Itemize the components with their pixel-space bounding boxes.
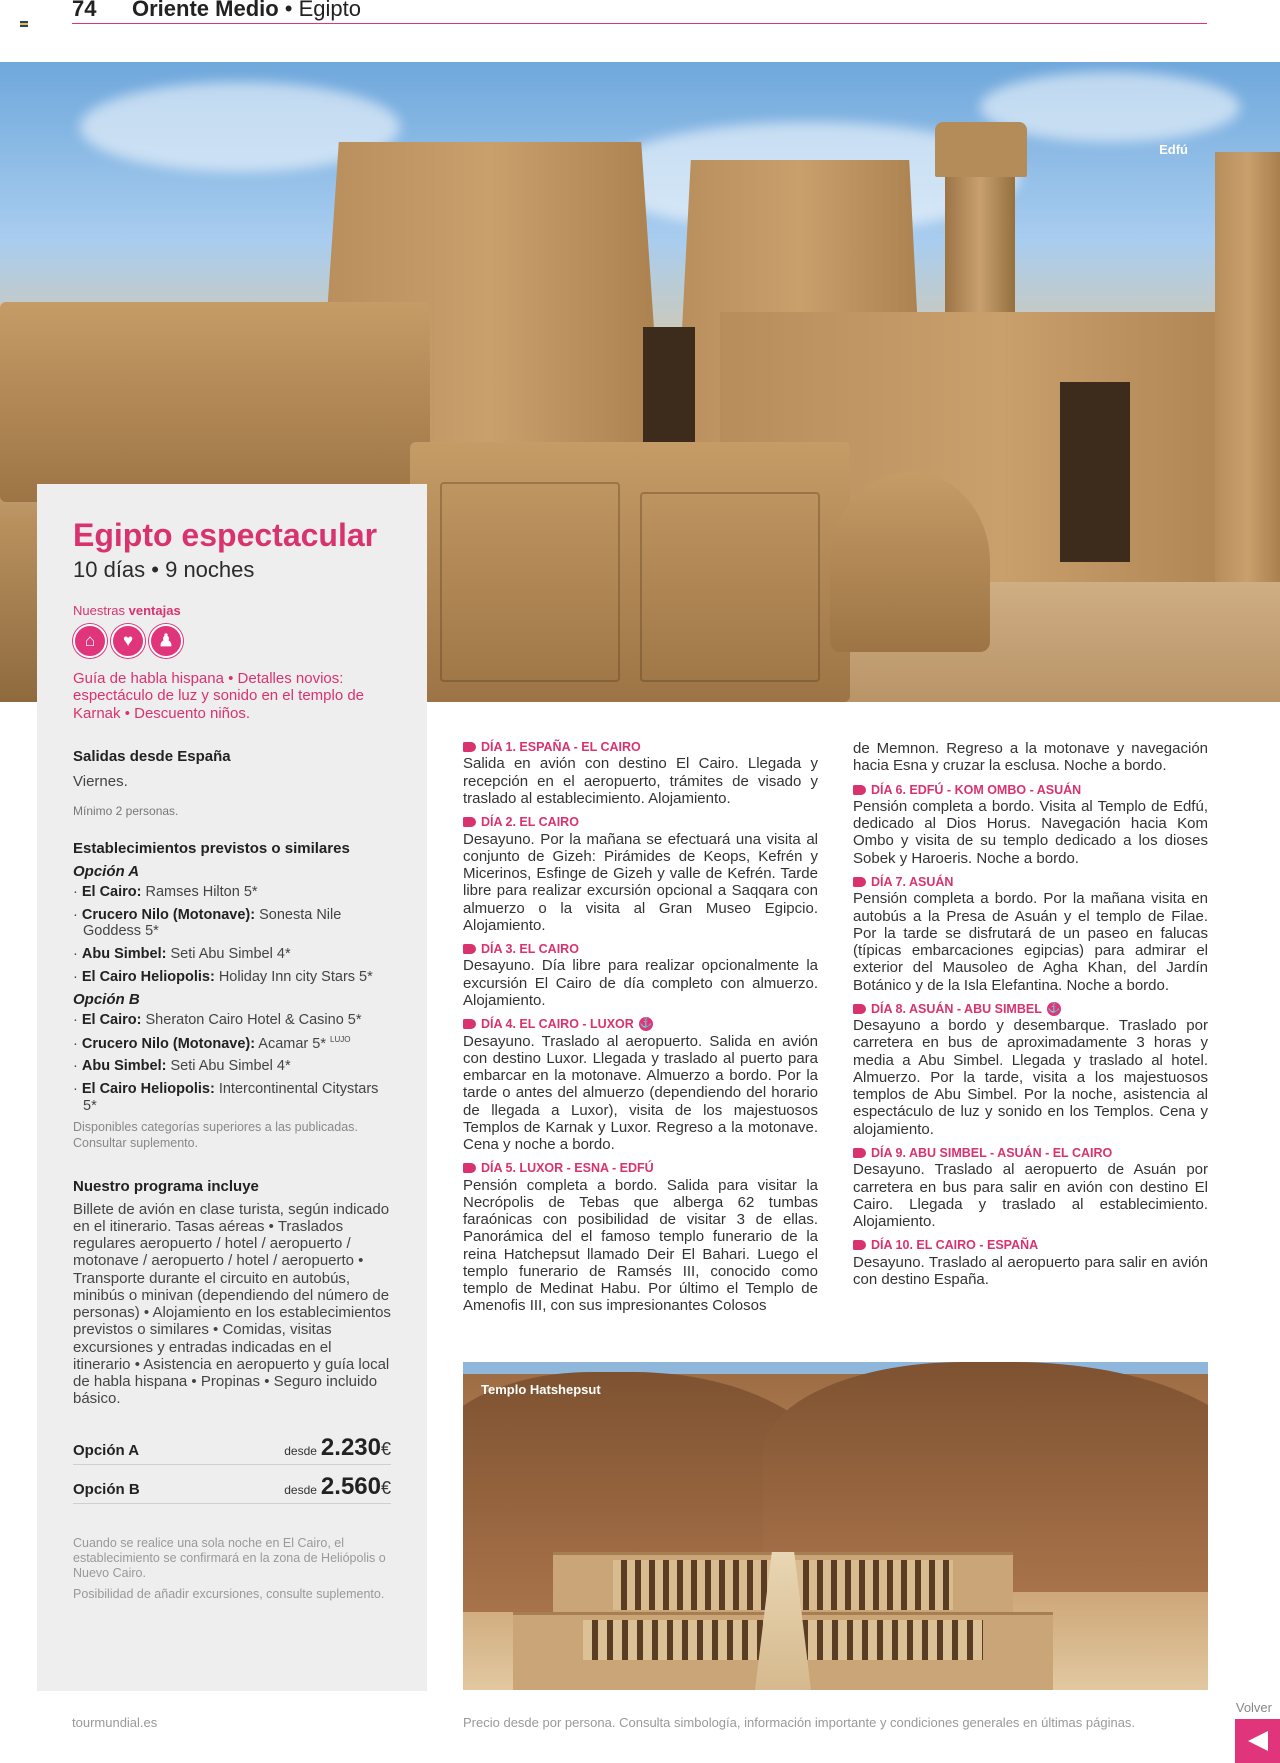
itinerary-day	[853, 1146, 1208, 1230]
itinerary-day	[463, 1017, 818, 1153]
section-title	[132, 0, 361, 22]
departures-heading: Salidas desde España	[73, 747, 231, 765]
day-title: DÍA 8. ASUÁN - ABU SIMBEL	[871, 1001, 1042, 1016]
day-text: Pensión completa a bordo. Visita al Templo de Edfú, dedicado al Dios Horus. Navegación hacia Kom Ombo y visita de su templo dedicado a los dioses Sobek y Haroeris. Noche a bordo.	[853, 797, 1208, 867]
luxury-badge: LUJO	[330, 1034, 351, 1044]
price-row-option-a	[73, 1434, 391, 1465]
day-title: DÍA 10. EL CAIRO - ESPAÑA	[871, 1238, 1039, 1253]
day-marker-icon	[853, 1148, 866, 1158]
day-marker-icon	[463, 1163, 476, 1173]
advantage-icons	[73, 624, 391, 658]
option-b-label: Opción B	[73, 991, 140, 1009]
trip-title: Egipto espectacular	[73, 517, 378, 553]
minimum-people: Mínimo 2 personas.	[73, 803, 179, 818]
day-text: Salida en avión con destino El Cairo. Llegada y recepción en el aeropuerto, trámites de visado y traslado al establecimiento. Alojamiento.	[463, 755, 818, 807]
list-item: · El Cairo Heliopolis: Holiday Inn city Stars 5*	[73, 968, 373, 985]
day-marker-icon	[463, 817, 476, 827]
option-a-label: Opción A	[73, 862, 140, 880]
includes-text: Billete de avión en clase turista, según indicado en el itinerario. Tasas aéreas • Traslados regulares aeropuerto / hotel / aeropuerto / motonave / aeropuerto / hotel / aeropuerto • Transporte durante el circuito en autobús, minibús o minivan (dependiendo del número de personas) • Alojamiento en los establecimientos previstos o similares • Comidas, visitas excursiones y entradas indicadas en el itinerario • Asistencia en aeropuerto y guía local de habla hispana • Propinas • Seguro incluido básico.	[73, 1200, 391, 1408]
advantages-prefix: Nuestras	[73, 603, 129, 619]
day-title: DÍA 4. EL CAIRO - LUXOR	[481, 1017, 634, 1032]
itinerary-day	[463, 740, 818, 807]
price-row-option-b	[73, 1473, 391, 1504]
hotel-icon: ⌂	[73, 624, 107, 658]
day-text: Desayuno. Traslado al aeropuerto. Salida en avión con destino Luxor. Llegada y traslado al puerto para embarcar en la motonave. Almuerzo a bordo. Por la tarde o antes del almuerzo (dependiendo del horario de llegada a Luxor), visita de los majestuosos Templos de Karnak y Luxor. Regreso a la motonave. Cena y noche a bordo.	[463, 1032, 818, 1153]
day-title: DÍA 6. EDFÚ - KOM OMBO - ASUÁN	[871, 782, 1082, 797]
day-marker-icon	[463, 742, 476, 752]
footnote-cairo: Cuando se realice una sola noche en El Cairo, el establecimiento se confirmará en la zona de Heliópolis o Nuevo Cairo.	[73, 1535, 386, 1580]
flag-icon	[20, 21, 28, 27]
list-item: · El Cairo: Sheraton Cairo Hotel & Casino 5*	[73, 1012, 362, 1029]
price-label: Opción B	[73, 1480, 140, 1498]
page-number: 74	[72, 0, 97, 21]
itinerary-day	[463, 942, 818, 1009]
cruise-anchor-icon: ⚓	[1047, 1002, 1061, 1014]
day-title: DÍA 1. ESPAÑA - EL CAIRO	[481, 740, 641, 754]
day-title: DÍA 7. ASUÁN	[871, 874, 954, 889]
day-marker-icon	[853, 1240, 866, 1250]
itinerary-column-2	[853, 740, 1208, 1296]
day-title: DÍA 5. LUXOR - ESNA - EDFÚ	[481, 1161, 654, 1176]
day-marker-icon	[853, 785, 866, 795]
day-marker-icon	[853, 1004, 866, 1014]
itinerary-day	[463, 815, 818, 934]
children-icon: ♟	[149, 624, 183, 658]
day-title: DÍA 9. ABU SIMBEL - ASUÁN - EL CAIRO	[871, 1145, 1113, 1160]
footnote-excursions: Posibilidad de añadir excursiones, consulte suplemento.	[73, 1586, 385, 1601]
photo-caption: Templo Hatshepsut	[481, 1382, 601, 1397]
day-text: Desayuno. Traslado al aeropuerto de Asuán por carretera en bus para salir en avión con destino El Cairo. Llegada y traslado al establecimiento. Alojamiento.	[853, 1161, 1208, 1230]
option-b-hotels	[73, 1012, 391, 1114]
price-list	[73, 1434, 391, 1504]
departures-day: Viernes.	[73, 772, 128, 790]
itinerary-day	[463, 1161, 818, 1314]
list-item: · El Cairo: Ramses Hilton 5*	[73, 883, 258, 900]
list-item: · El Cairo Heliopolis: Intercontinental Citystars 5*	[73, 1081, 379, 1114]
footer-site[interactable]: tourmundial.es	[72, 1715, 158, 1730]
arrow-left-icon	[1248, 1731, 1268, 1751]
itinerary-day	[853, 1238, 1208, 1288]
trip-duration: 10 días • 9 noches	[73, 557, 255, 583]
list-item: · Abu Simbel: Seti Abu Simbel 4*	[73, 1058, 291, 1075]
country-label: Egipto	[298, 0, 362, 21]
trip-info-panel	[37, 484, 427, 1691]
back-label[interactable]: Volver	[1235, 1700, 1272, 1715]
advantages-text: Guía de habla hispana • Detalles novios: espectáculo de luz y sonido en el templo de Karnak • Descuento niños.	[73, 670, 365, 722]
categories-note: Disponibles categorías superiores a las publicadas. Consultar suplemento.	[73, 1120, 358, 1151]
list-item: · Crucero Nilo (Motonave): Acamar 5* $^{LUJO}$	[73, 1034, 351, 1052]
day-title: DÍA 3. EL CAIRO	[481, 942, 579, 956]
price-value: desde 2.560€	[284, 1472, 391, 1500]
region-label: Oriente Medio	[132, 0, 279, 21]
advantages-label	[73, 603, 391, 618]
itinerary-day	[853, 783, 1208, 867]
advantages-bold: ventajas	[128, 603, 181, 619]
day-text-continued: de Memnon. Regreso a la motonave y navegación hacia Esna y cruzar la esclusa. Noche a bordo.	[853, 740, 1208, 775]
price-label: Opción A	[73, 1441, 140, 1459]
day-marker-icon	[853, 877, 866, 887]
day-marker-icon	[463, 1019, 476, 1029]
hero-caption: Edfú	[1159, 142, 1188, 157]
option-a-hotels	[73, 884, 391, 985]
photo-hatshepsut-temple	[463, 1362, 1208, 1690]
list-item: · Crucero Nilo (Motonave): Sonesta Nile Goddess 5*	[73, 906, 342, 940]
hotels-heading: Establecimientos previstos o similares	[73, 839, 350, 857]
day-marker-icon	[463, 944, 476, 954]
price-value: desde 2.230€	[284, 1433, 391, 1461]
day-title: DÍA 2. EL CAIRO	[481, 815, 579, 830]
cruise-anchor-icon: ⚓	[639, 1018, 653, 1030]
footer-disclaimer: Precio desde por persona. Consulta simbología, información importante y condiciones generales en últimas páginas.	[463, 1715, 1136, 1730]
list-item: · Abu Simbel: Seti Abu Simbel 4*	[73, 945, 291, 962]
itinerary-column-1	[463, 740, 818, 1323]
day-text: Desayuno a bordo y desembarque. Traslado por carretera en bus de aproximadamente 3 horas y media a Abu Simbel. Llegada y traslado al hotel. Almuerzo. Por la tarde, visita a los majestuosos templos de Abu Simbel. Por la noche, asistencia al espectáculo de luz y sonido en los Templos. Cena y alojamiento.	[853, 1017, 1208, 1138]
page-header	[72, 0, 1207, 24]
day-text: Desayuno. Día libre para realizar opcionalmente la excursión El Cairo de día completo con almuerzo. Alojamiento.	[463, 957, 818, 1009]
back-button[interactable]	[1235, 1719, 1280, 1763]
itinerary-day	[853, 1002, 1208, 1138]
title-separator: •	[278, 0, 299, 21]
day-text: Desayuno. Por la mañana se efectuará una visita al conjunto de Gizeh: Pirámides de Keops, Kefrén y Micerinos, Esfinge de Gizeh y valle de Kefrén. Tarde libre para realizar excursión opcional a Saqqara con almuerzo o la visita al Gran Museo Egipcio. Alojamiento.	[463, 830, 818, 934]
includes-heading: Nuestro programa incluye	[73, 1177, 259, 1195]
day-text: Desayuno. Traslado al aeropuerto para salir en avión con destino España.	[853, 1253, 1208, 1288]
itinerary-day	[853, 875, 1208, 994]
heart-icon: ♥	[111, 624, 145, 658]
day-text: Pensión completa a bordo. Por la mañana visita en autobús a la Presa de Asuán y el templo de Filae. Por la tarde se disfrutará de un paseo en falucas (típicas embarcaciones egipcias) para admirar el exterior del Mausoleo de Agha Khan, del Jardín Botánico y de la Isla Elefantina. Noche a bordo.	[853, 890, 1208, 994]
day-text: Pensión completa a bordo. Salida para visitar la Necrópolis de Tebas que alberga 62 tumbas faraónicas con posibilidad de visitar 3 de ellas. Panorámica del el famoso templo funerario de la reina Hatchepsut llamado Deir El Bahari. Luego el templo funerario de Ramsés III, conocido como templo de Medinat Habu. Por último el Templo de Amenofis III, con sus impresionantes Colosos	[463, 1176, 818, 1315]
